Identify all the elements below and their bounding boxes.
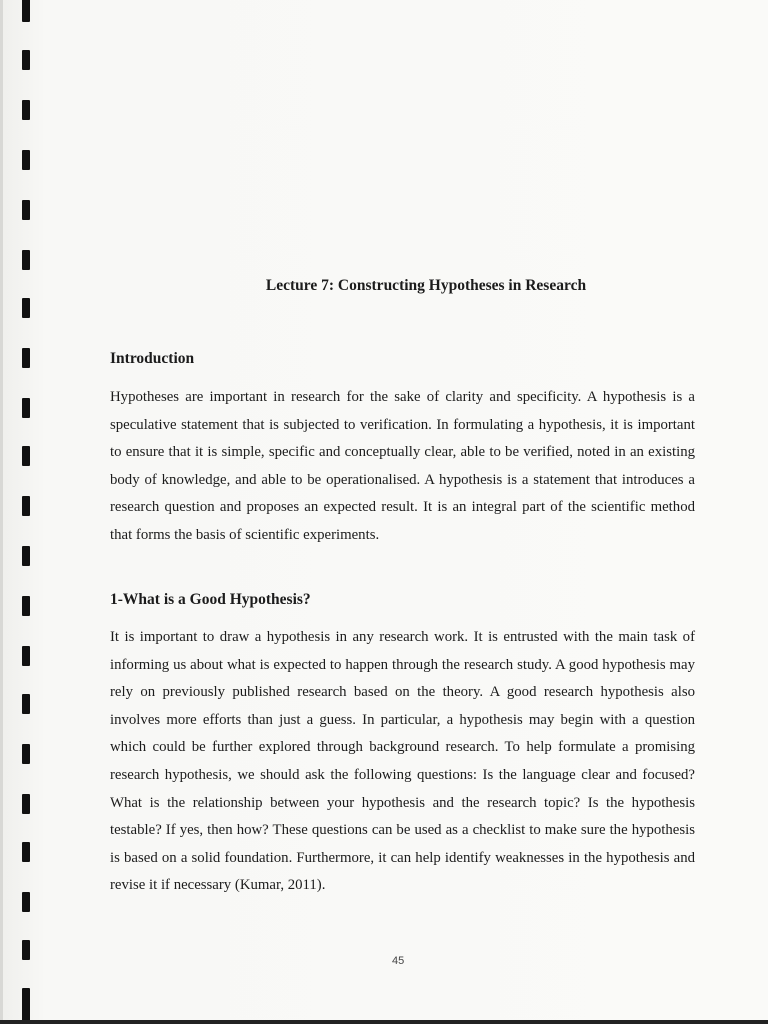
good-hypothesis-paragraph: It is important to draw a hypothesis in any research work. It is entrusted with the main task of informing us about what is expected to happen through the research study. A good hypothesis may rely on previously published research based on the theory. A good research hypothesis also involves more efforts than just a guess. In particular, a hypothesis may begin with a question which could be further explored through background research. To help formulate a promising research hypothesis, we should ask the following questions: Is the language clear and focused? What is the relationship between your hypothesis and the research topic? Is the hypothesis testable? If yes, then how? These questions can be used as a checklist to make sure the hypothesis is based on a solid foundation. Furthermore, it can help identify weaknesses in the hypothesis and revise it if necessary (Kumar, 2011). (110, 629, 695, 894)
page-number: 45 (392, 955, 405, 967)
binding-hole (22, 794, 30, 814)
page-bottom-edge (0, 1020, 768, 1024)
binding-hole (22, 496, 30, 516)
binding-hole (22, 200, 30, 220)
binding-hole (22, 298, 30, 318)
page-left-edge (0, 0, 3, 1024)
section-heading-introduction: Introduction (110, 350, 195, 367)
binding-hole (22, 398, 30, 418)
binding-hole (22, 940, 30, 960)
binding-holes (22, 0, 36, 1024)
binding-hole (22, 250, 30, 270)
binding-hole (22, 988, 30, 1022)
binding-hole (22, 348, 30, 368)
binding-hole (22, 0, 30, 22)
lecture-title: Lecture 7: Constructing Hypotheses in Research (265, 277, 587, 294)
binding-hole (22, 842, 30, 862)
binding-hole (22, 50, 30, 70)
binding-hole (22, 892, 30, 912)
binding-hole (22, 596, 30, 616)
binding-hole (22, 150, 30, 170)
binding-hole (22, 694, 30, 714)
binding-hole (22, 446, 30, 466)
binding-hole (22, 646, 30, 666)
introduction-paragraph: Hypotheses are important in research for the sake of clarity and specificity. A hypothesis is a speculative statement that is subjected to verification. In formulating a hypothesis, it is important to ensure that it is simple, specific and conceptually clear, able to be verified, noted in an existing body of knowledge, and able to be operationalised. A hypothesis is a statement that introduces a research question and proposes an expected result. It is an integral part of the scientific method that forms the basis of scientific experiments. (110, 389, 695, 543)
binding-hole (22, 100, 30, 120)
section-heading-good-hypothesis: 1-What is a Good Hypothesis? (110, 591, 311, 608)
binding-hole (22, 744, 30, 764)
binding-hole (22, 546, 30, 566)
